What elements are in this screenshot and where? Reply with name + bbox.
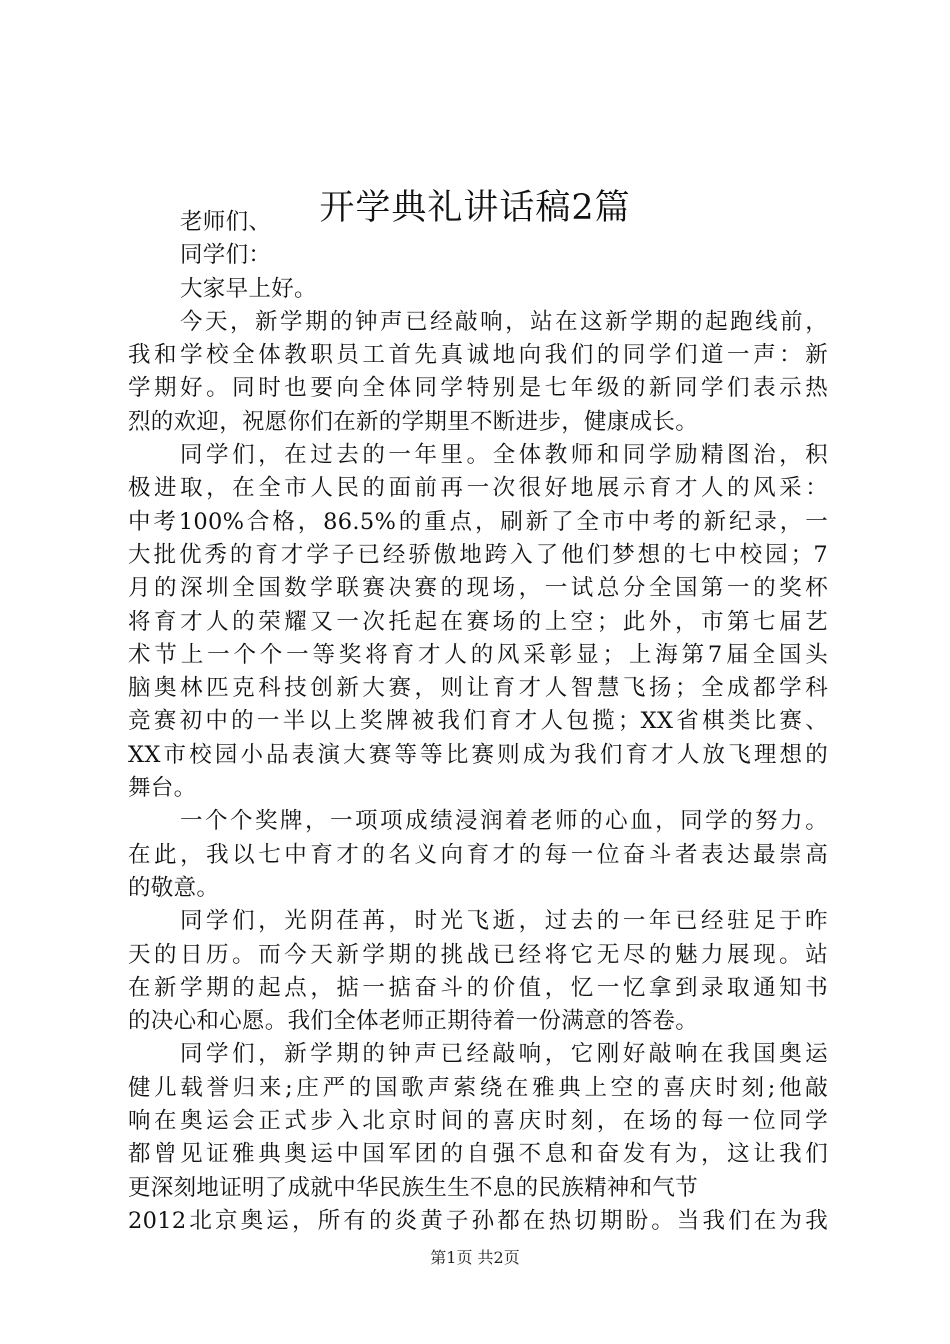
paragraph-line: 天的日历。而今天新学期的挑战已经将它无尽的魅力展现。站	[128, 941, 828, 968]
paragraph-line: 响在奥运会正式步入北京时间的喜庆时刻，在场的每一位同学	[128, 1108, 828, 1135]
paragraph-line: 一个个奖牌，一项项成绩浸润着老师的心血，同学的努力。	[180, 808, 828, 835]
paragraph-line: 同学们，新学期的钟声已经敲响，它刚好敲响在我国奥运	[180, 1041, 828, 1068]
page-footer: 第1页 共2页	[430, 1248, 520, 1267]
paragraph-line: XX市校园小品表演大赛等等比赛则成为我们育才人放飞理想的	[128, 741, 828, 768]
paragraph-line: 舞台。	[128, 775, 197, 802]
paragraph-line: 同学们，光阴荏苒，时光飞逝，过去的一年已经驻足于昨	[180, 908, 828, 935]
document-body	[128, 206, 828, 1238]
paragraph-line: 2012北京奥运，所有的炎黄子孙都在热切期盼。当我们在为我	[128, 1207, 828, 1234]
salutation-line: 同学们：	[180, 242, 272, 269]
paragraph-line: 在此，我以七中育才的名义向育才的每一位奋斗者表达最崇高	[128, 841, 828, 868]
paragraph-line: 都曾见证雅典奥运中国军团的自强不息和奋发有为，这让我们	[128, 1141, 828, 1168]
paragraph-line: 健儿载誉归来;庄严的国歌声萦绕在雅典上空的喜庆时刻;他敲	[128, 1074, 828, 1101]
paragraph-line: 今天，新学期的钟声已经敲响，站在这新学期的起跑线前，	[180, 308, 828, 335]
paragraph-line: 竞赛初中的一半以上奖牌被我们育才人包揽；XX省棋类比赛、	[128, 708, 828, 735]
paragraph-line: 在新学期的起点，掂一掂奋斗的价值，忆一忆拿到录取通知书	[128, 974, 828, 1001]
paragraph-line: 将育才人的荣耀又一次托起在赛场的上空；此外，市第七届艺	[128, 608, 828, 635]
paragraph-line: 的决心和心愿。我们全体老师正期待着一份满意的答卷。	[128, 1008, 699, 1035]
paragraph-line: 大批优秀的育才学子已经骄傲地跨入了他们梦想的七中校园；7	[128, 541, 828, 568]
paragraph-line: 烈的欢迎，祝愿你们在新的学期里不断进步，健康成长。	[128, 408, 699, 435]
paragraph-line: 我和学校全体教职员工首先真诚地向我们的同学们道一声：新	[128, 342, 828, 369]
paragraph-line: 同学们，在过去的一年里。全体教师和同学励精图治，积	[180, 442, 828, 469]
salutation-line: 老师们、	[180, 209, 272, 235]
paragraph-line: 极进取，在全市人民的面前再一次很好地展示育才人的风采：	[128, 475, 828, 502]
paragraph-line: 术节上一个个一等奖将育才人的风采彰显；上海第7届全国头	[128, 641, 828, 668]
paragraph-line: 的敬意。	[128, 874, 220, 901]
paragraph-line: 学期好。同时也要向全体同学特别是七年级的新同学们表示热	[128, 375, 828, 402]
greeting-line: 大家早上好。	[180, 275, 317, 302]
paragraph-line: 脑奥林匹克科技创新大赛，则让育才人智慧飞扬；全成都学科	[128, 675, 828, 702]
paragraph-line: 更深刻地证明了成就中华民族生生不息的民族精神和气节	[128, 1174, 699, 1201]
paragraph-line: 月的深圳全国数学联赛决赛的现场，一试总分全国第一的奖杯	[128, 575, 828, 602]
document-title: 开学典礼讲话稿2篇	[319, 188, 631, 228]
paragraph-line: 中考100%合格，86.5%的重点，刷新了全市中考的新纪录，一	[128, 508, 828, 535]
